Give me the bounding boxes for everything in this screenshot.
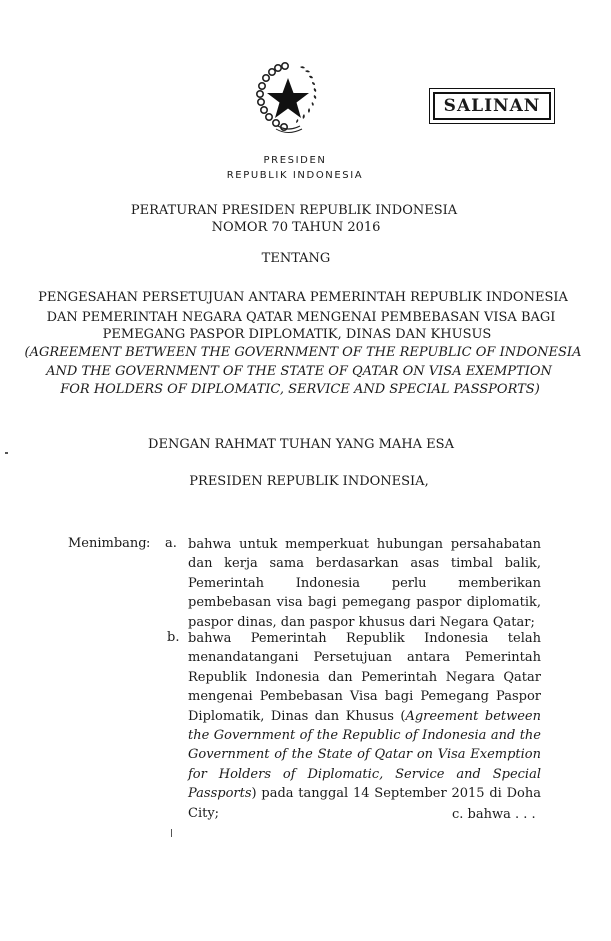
garuda-emblem-icon xyxy=(248,58,330,140)
regulation-title: PERATURAN PRESIDEN REPUBLIK INDONESIA xyxy=(130,203,458,218)
item-b-text xyxy=(188,629,541,823)
item-a-marker: a. xyxy=(165,536,177,551)
subject-line-1: PENGESAHAN PERSETUJUAN ANTARA PEMERINTAH REPUBLIK INDONESIA xyxy=(38,290,568,305)
considering-label: Menimbang xyxy=(68,536,147,551)
item-b-text-end: ) pada tanggal 14 September 2015 di Doha City; xyxy=(188,786,541,821)
invocation: DENGAN RAHMAT TUHAN YANG MAHA ESA xyxy=(148,437,454,452)
regulation-tentang: TENTANG xyxy=(261,251,331,266)
subject-english-line-3: FOR HOLDERS OF DIPLOMATIC, SERVICE AND SPECIAL PASSPORTS) xyxy=(60,382,540,397)
subject-line-2: DAN PEMERINTAH NEGARA QATAR MENGENAI PEMBEBASAN VISA BAGI xyxy=(46,310,556,325)
item-b-marker: b. xyxy=(167,630,180,645)
subject-line-3: PEMEGANG PASPOR DIPLOMATIK, DINAS DAN KHUSUS xyxy=(102,327,492,342)
item-b-english-title: Agreement between the Government of the Republic of Indonesia and the Government of the State of Qatar on Visa Exemption for Holders of Diplomatic, Service and Special Passports xyxy=(188,708,541,802)
scan-mark xyxy=(5,452,8,454)
subject-english-line-1: (AGREEMENT BETWEEN THE GOVERNMENT OF THE REPUBLIC OF INDONESIA xyxy=(24,345,582,360)
header-presiden: PRESIDEN xyxy=(263,155,327,166)
header-republik: REPUBLIK INDONESIA xyxy=(226,170,364,181)
item-b-text-start: bahwa Pemerintah Republik Indonesia telah menandatangani Persetujuan antara Pemerintah Republik Indonesia dan Pemerintah Negara Qatar mengenai Pembebasan Visa bagi Pemegang Paspor Diplomatik, Dinas dan Khusus ( xyxy=(188,631,541,724)
considering-colon: : xyxy=(146,536,151,551)
item-a-text: bahwa untuk memperkuat hubungan persahabatan dan kerja sama berdasarkan asas timbal balik, Pemerintah Indonesia perlu memberikan pembebasan visa bagi pemegang paspor diplomatik, paspor dinas, dan paspor khusus dari Negara Qatar; xyxy=(188,537,541,630)
scan-mark xyxy=(171,829,172,837)
salinan-stamp xyxy=(429,88,555,124)
regulation-number: NOMOR 70 TAHUN 2016 xyxy=(211,220,381,235)
next-page-marker: c. bahwa . . . xyxy=(452,807,536,822)
president-heading: PRESIDEN REPUBLIK INDONESIA, xyxy=(189,474,429,489)
subject-english-line-2: AND THE GOVERNMENT OF THE STATE OF QATAR ON VISA EXEMPTION xyxy=(46,364,552,379)
stamp-text: SALINAN xyxy=(433,92,551,120)
